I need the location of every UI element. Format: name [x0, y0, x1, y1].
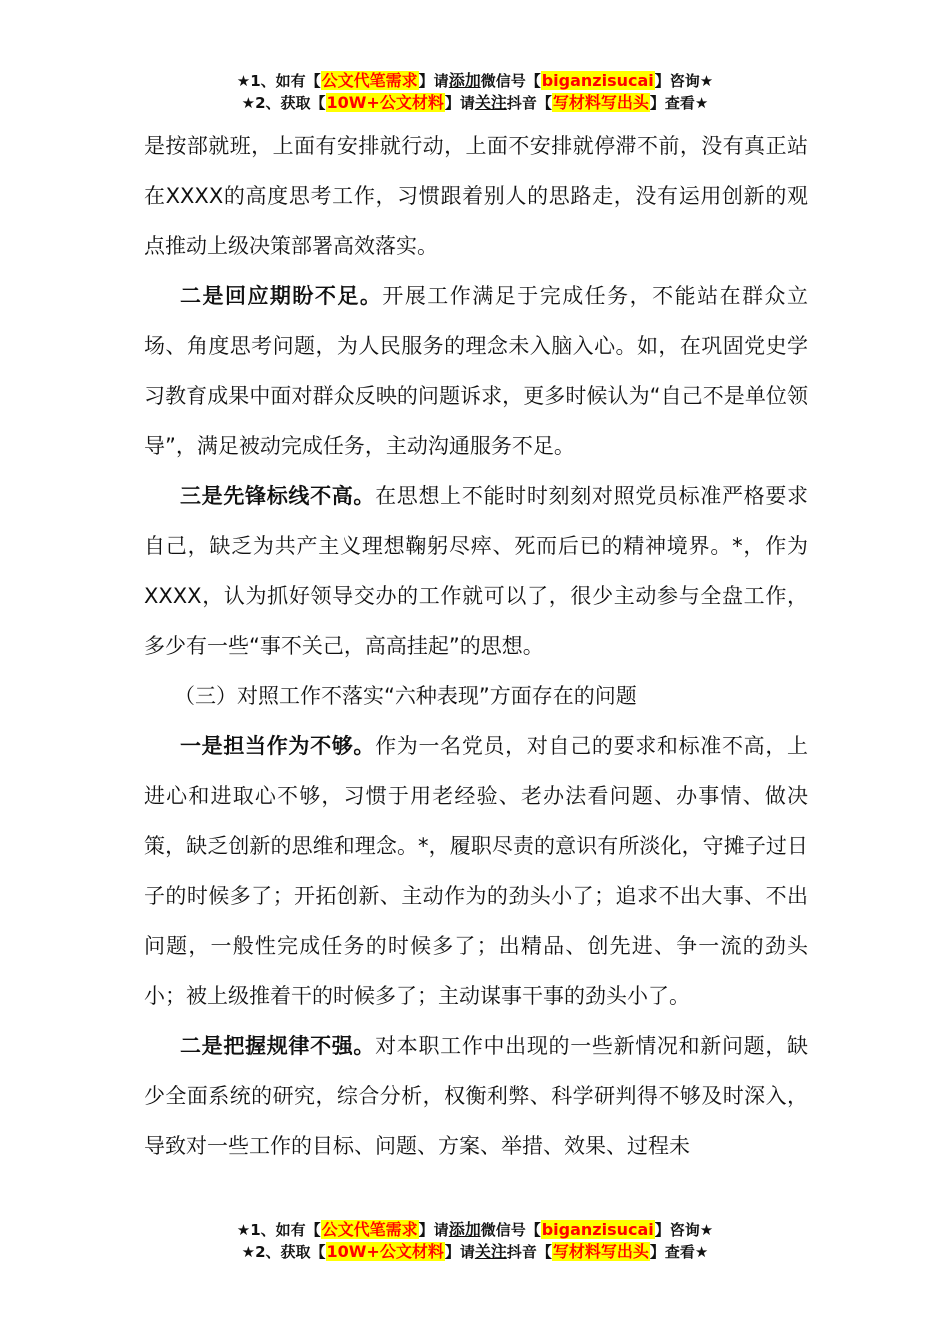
paragraph-3-heading: 三是先锋标线不高。: [180, 484, 376, 508]
paragraph-6-text: 对本职工作中出现的一些新情况和新问题，缺少全面系统的研究，综合分析，权衡利弊、科学研判得不够及时深入，导致对一些工作的目标、问题、方案、举措、效果、过程未: [144, 1034, 809, 1158]
banner-text: 】咨询★: [654, 1221, 714, 1239]
highlight-service: 公文代笔需求: [321, 1220, 418, 1239]
banner-text: 】请: [418, 1221, 449, 1239]
paragraph-3: [144, 471, 808, 671]
paragraph-2: [144, 271, 808, 471]
footer-line-2: [0, 1241, 950, 1263]
banner-text: 】咨询★: [654, 72, 714, 90]
highlight-wechat-id: biganzisucai: [541, 1220, 654, 1239]
highlight-materials: 10W+公文材料: [326, 1242, 444, 1261]
highlight-wechat-id: biganzisucai: [541, 71, 654, 90]
banner-text: 】请: [444, 94, 475, 112]
highlight-materials: 10W+公文材料: [326, 93, 444, 112]
banner-text: 微信号【: [480, 1221, 541, 1239]
banner-underlined: 添加: [448, 71, 481, 90]
footer-banner: [0, 1219, 950, 1263]
banner-line-2: [0, 92, 950, 114]
banner-text: 抖音【: [506, 94, 552, 112]
paragraph-5-heading: 一是担当作为不够。: [180, 734, 376, 758]
banner-underlined: 关注: [474, 93, 507, 112]
banner-text: ★2、获取【: [241, 94, 326, 112]
highlight-service: 公文代笔需求: [321, 71, 418, 90]
banner-text: ★1、如有【: [236, 72, 321, 90]
banner-text: 】查看★: [649, 1243, 709, 1261]
banner-text: 】请: [418, 72, 449, 90]
highlight-douyin: 写材料写出头: [552, 93, 649, 112]
highlight-douyin: 写材料写出头: [552, 1242, 649, 1261]
banner-underlined: 关注: [474, 1242, 507, 1261]
footer-line-1: [0, 1219, 950, 1241]
banner-text: 抖音【: [506, 1243, 552, 1261]
banner-text: ★2、获取【: [241, 1243, 326, 1261]
paragraph-1: 是按部就班，上面有安排就行动，上面不安排就停滞不前，没有真正站在XXXX的高度思考工作，习惯跟着别人的思路走，没有运用创新的观点推动上级决策部署高效落实。: [144, 134, 808, 258]
banner-text: 微信号【: [480, 72, 541, 90]
section-heading: （三）对照工作不落实“六种表现”方面存在的问题: [174, 684, 637, 708]
banner-text: ★1、如有【: [236, 1221, 321, 1239]
banner-text: 】查看★: [649, 94, 709, 112]
banner-text: 】请: [444, 1243, 475, 1261]
paragraph-3-text: 在思想上不能时时刻刻对照党员标准严格要求自己，缺乏为共产主义理想鞠躬尽瘁、死而后已的精神境界。*，作为XXXX，认为抓好领导交办的工作就可以了，很少主动参与全盘工作，多少有一些“事不关己，高高挂起”的思想。: [144, 484, 809, 658]
banner-line-1: [0, 70, 950, 92]
document-body: [144, 121, 808, 1171]
paragraph-6-heading: 二是把握规律不强。: [180, 1034, 376, 1058]
paragraph-5: [144, 721, 808, 1021]
paragraph-2-text: 开展工作满足于完成任务，不能站在群众立场、角度思考问题，为人民服务的理念未入脑入心。如，在巩固党史学习教育成果中面对群众反映的问题诉求，更多时候认为“自己不是单位领导”，满足被动完成任务，主动沟通服务不足。: [144, 284, 809, 458]
paragraph-6: [144, 1021, 808, 1171]
header-banner: [0, 70, 950, 114]
paragraph-2-heading: 二是回应期盼不足。: [180, 284, 383, 308]
paragraph-5-text: 作为一名党员，对自己的要求和标准不高，上进心和进取心不够，习惯于用老经验、老办法看问题、办事情、做决策，缺乏创新的思维和理念。*，履职尽责的意识有所淡化，守摊子过日子的时候多了；开拓创新、主动作为的劲头小了；追求不出大事、不出问题，一般性完成任务的时候多了；出精品、创先进、争一流的劲头小；被上级推着干的时候多了；主动谋事干事的劲头小了。: [144, 734, 809, 1008]
banner-underlined: 添加: [448, 1220, 481, 1239]
